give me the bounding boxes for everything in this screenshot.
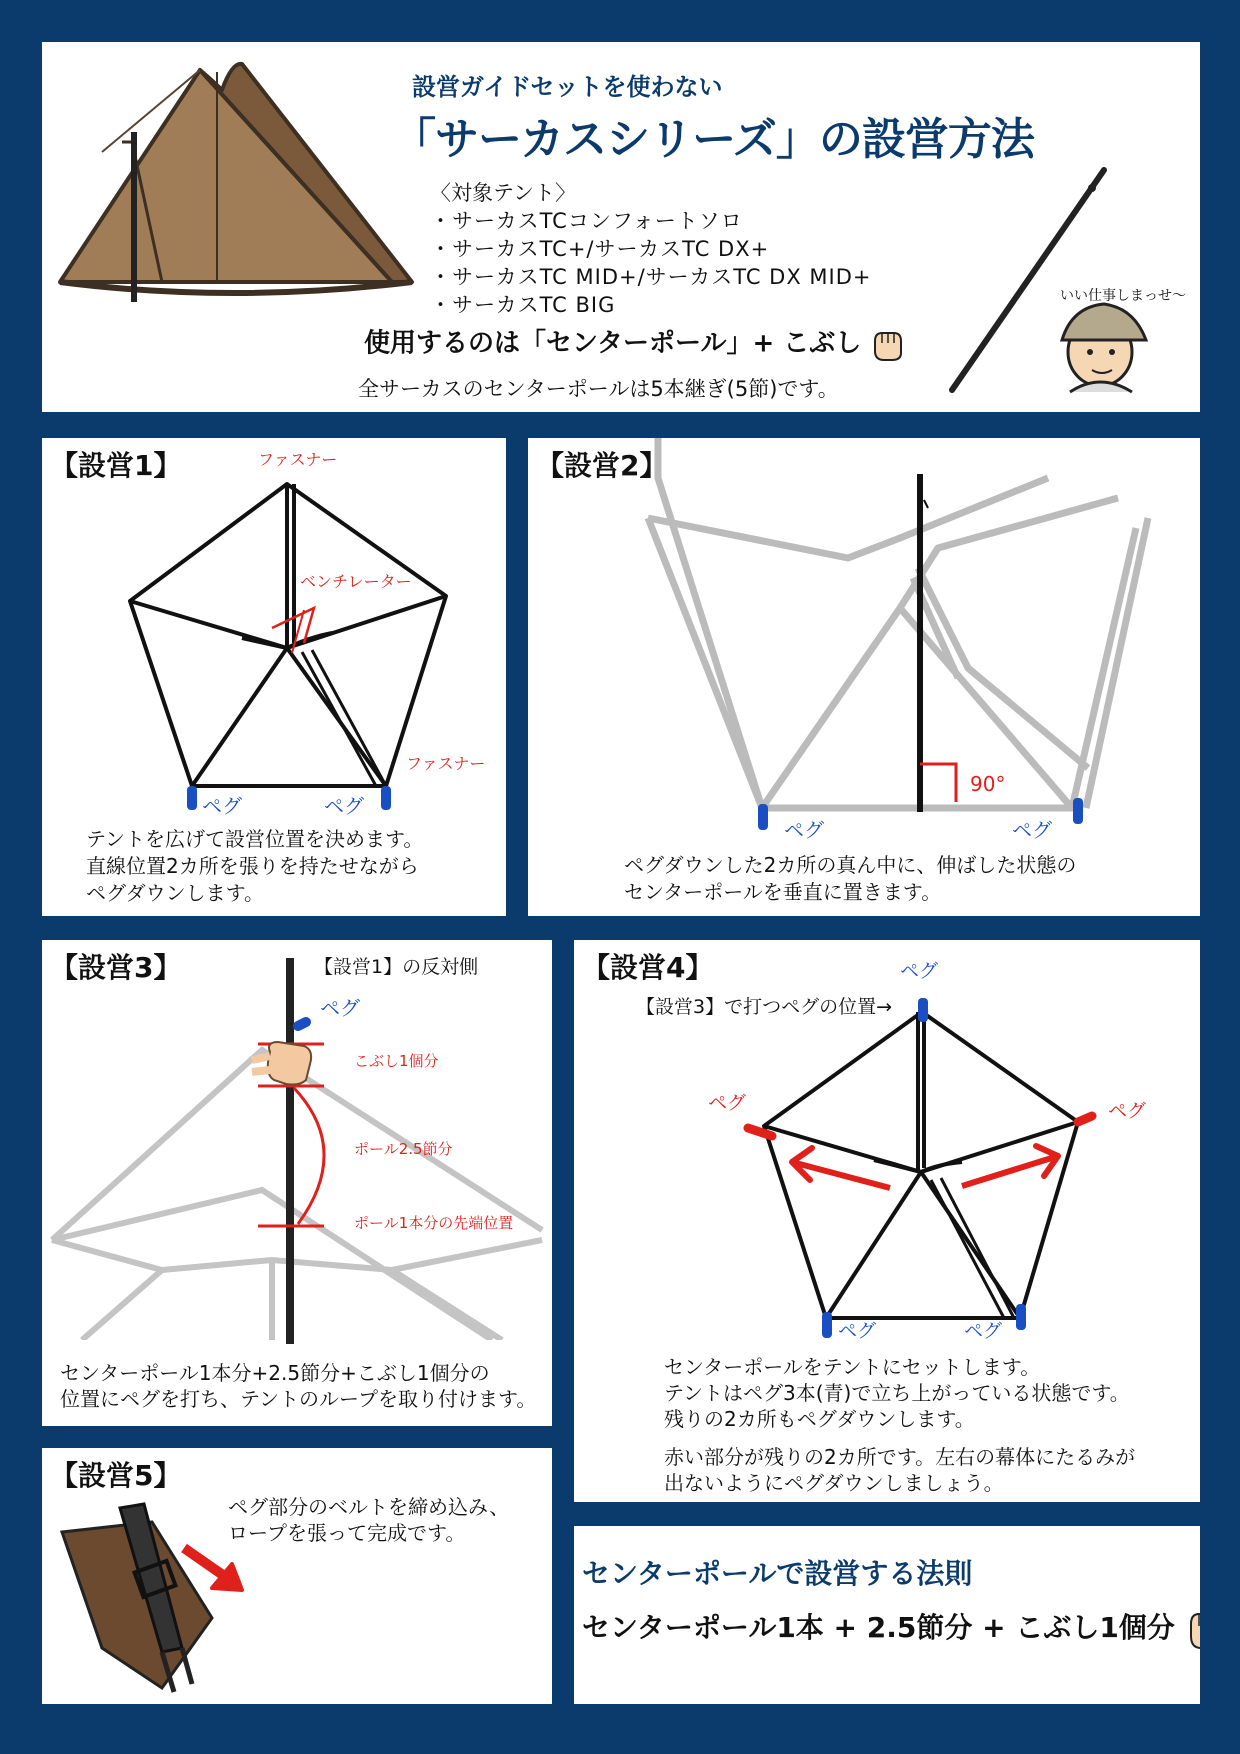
label-peg-right: ペグ bbox=[324, 794, 364, 818]
label-fist-length: こぶし1個分 bbox=[354, 1052, 439, 1070]
staff-avatar bbox=[1062, 304, 1146, 392]
step3-panel bbox=[42, 940, 552, 1426]
step4-desc1-line3: 残りの2カ所もペグダウンします。 bbox=[664, 1407, 975, 1431]
label-ventilator: ベンチレーター bbox=[300, 572, 412, 591]
label-zipper-right: ファスナー bbox=[406, 754, 486, 773]
target-item-3: ・サーカスTC MID+/サーカスTC DX MID+ bbox=[430, 265, 872, 289]
step4-desc1-line1: センターポールをテントにセットします。 bbox=[664, 1355, 1041, 1379]
rule-title: センターポールで設営する法則 bbox=[582, 1557, 973, 1590]
circus-tent-image bbox=[60, 64, 412, 302]
peg-bottom-left-marker bbox=[822, 1312, 832, 1338]
peg-right-marker bbox=[1073, 798, 1083, 824]
step1-panel bbox=[42, 438, 506, 916]
step2-desc-line2: センターポールを垂直に置きます。 bbox=[624, 880, 942, 904]
step1-desc-line1: テントを広げて設営位置を決めます。 bbox=[86, 827, 424, 851]
header-subtitle: 設営ガイドセットを使わない bbox=[412, 73, 723, 101]
step2-heading: 【設営2】 bbox=[536, 449, 668, 482]
step4-panel bbox=[574, 940, 1200, 1502]
peg-top-marker bbox=[918, 998, 928, 1022]
step5-desc-line1: ペグ部分のベルトを締め込み、 bbox=[228, 1495, 510, 1519]
opposite-side-label: 【設営1】の反対側 bbox=[314, 956, 479, 978]
label-pole-25: ポール2.5節分 bbox=[354, 1140, 453, 1158]
target-item-1: ・サーカスTCコンフォートソロ bbox=[430, 209, 743, 233]
pole-note: 全サーカスのセンターポールは5本継ぎ(5節)です。 bbox=[358, 377, 839, 401]
right-angle-mark bbox=[920, 764, 956, 802]
step2-desc-line1: ペグダウンした2カ所の真ん中に、伸ばした状態の bbox=[624, 853, 1077, 877]
step3-desc-line2: 位置にペグを打ち、テントのループを取り付けます。 bbox=[60, 1387, 537, 1411]
step3-desc-line1: センターポール1本分+2.5節分+こぶし1個分の bbox=[60, 1361, 490, 1385]
label-peg-left: ペグ bbox=[202, 794, 242, 818]
targets-heading: 〈対象テント〉 bbox=[430, 181, 576, 205]
peg-left-marker bbox=[758, 804, 768, 830]
step1-desc-line3: ペグダウンします。 bbox=[86, 881, 264, 905]
peg-right-marker bbox=[1078, 1116, 1092, 1122]
rule-panel bbox=[574, 1526, 1200, 1704]
step1-desc-line2: 直線位置2カ所を張りを持たせながら bbox=[86, 854, 419, 878]
step5-heading: 【設営5】 bbox=[50, 1459, 182, 1492]
step1-heading: 【設営1】 bbox=[50, 449, 182, 482]
label-zipper-top: ファスナー bbox=[258, 450, 338, 469]
peg-marker bbox=[298, 1022, 306, 1026]
peg-left-marker bbox=[187, 786, 197, 810]
page-title: 「サーカスシリーズ」の設営方法 bbox=[392, 114, 1034, 165]
step3-heading: 【設営3】 bbox=[50, 951, 182, 984]
step2-panel bbox=[528, 438, 1200, 916]
label-peg: ペグ bbox=[320, 996, 360, 1020]
rule-formula bbox=[582, 1608, 1200, 1650]
rule-formula-text: センターポール1本 + 2.5節分 + こぶし1個分 bbox=[582, 1611, 1175, 1644]
use-line-text: 使用するのは「センターポール」+ こぶし bbox=[364, 328, 862, 359]
label-peg-left: ペグ bbox=[784, 818, 824, 842]
belt-illustration bbox=[62, 1504, 212, 1692]
peg-right-marker bbox=[381, 786, 391, 810]
peg-bottom-right-marker bbox=[1016, 1304, 1026, 1330]
step5-panel bbox=[42, 1448, 552, 1704]
target-item-2: ・サーカスTC+/サーカスTC DX+ bbox=[430, 237, 770, 261]
use-line bbox=[364, 327, 904, 361]
step2-diagram bbox=[528, 438, 1200, 916]
label-peg-bottom-left: ペグ bbox=[838, 1320, 877, 1342]
step4-desc2-line2: 出ないようにペグダウンしましょう。 bbox=[664, 1471, 1004, 1495]
label-pole-tip: ポール1本分の先端位置 bbox=[354, 1214, 514, 1232]
label-peg-right: ペグ bbox=[1108, 1100, 1147, 1122]
peg-position-note: 【設営3】で打つペグの位置→ bbox=[636, 996, 893, 1018]
speech-bubble-text: いい仕事しまっせ〜 bbox=[1060, 288, 1186, 304]
label-peg-top: ペグ bbox=[900, 960, 939, 982]
step5-desc-line2: ロープを張って完成です。 bbox=[228, 1521, 466, 1545]
label-peg-left: ペグ bbox=[708, 1092, 747, 1114]
fist-icon bbox=[1185, 1608, 1200, 1650]
angle-label: 90° bbox=[970, 772, 1006, 796]
step4-heading: 【設営4】 bbox=[582, 951, 714, 984]
step3-diagram bbox=[42, 940, 552, 1426]
step4-desc1-line2: テントはペグ3本(青)で立ち上がっている状態です。 bbox=[664, 1381, 1130, 1405]
fist-icon bbox=[870, 327, 904, 361]
label-peg-bottom-right: ペグ bbox=[964, 1320, 1003, 1342]
target-item-4: ・サーカスTC BIG bbox=[430, 293, 616, 317]
header-panel bbox=[42, 42, 1200, 412]
label-peg-right: ペグ bbox=[1012, 818, 1052, 842]
step4-desc2-line1: 赤い部分が残りの2カ所です。左右の幕体にたるみが bbox=[664, 1445, 1136, 1469]
